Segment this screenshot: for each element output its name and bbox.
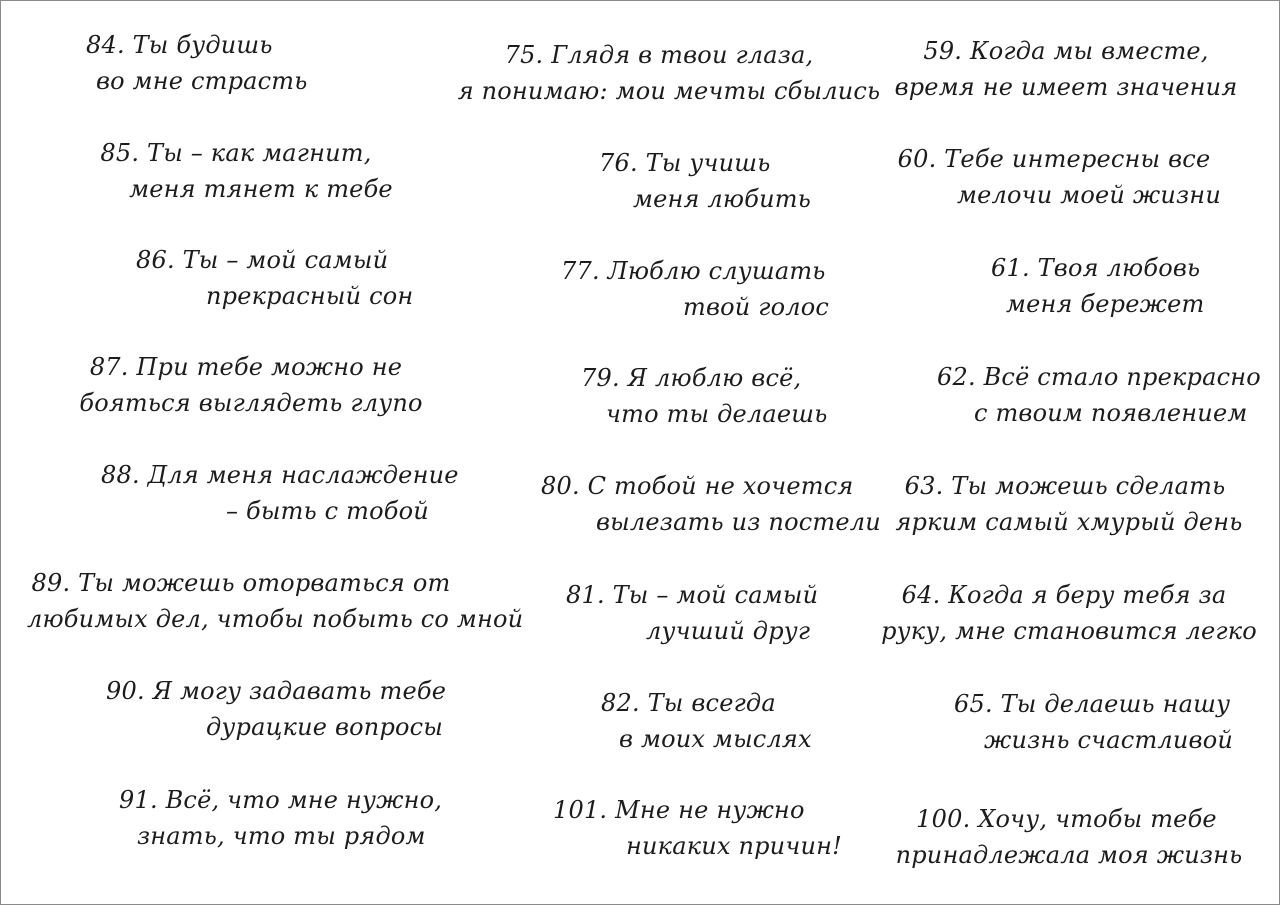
phrase-line-2: дурацкие вопросы [206,713,444,741]
phrase-75 [449,37,889,109]
phrase-100 [849,801,1280,873]
phrase-line-1: 62. Всё стало прекрасно [937,363,1261,391]
phrase-88 [31,457,471,529]
phrase-line-1: 77. Люблю слушать [561,257,826,285]
phrase-line-2: время не имеет значения [894,73,1238,101]
phrase-line-1: 90. Я могу задавать тебе [106,677,447,705]
phrase-77 [471,253,911,325]
phrase-line-1: 75. Глядя в твои глаза, [504,41,814,69]
phrase-90 [31,673,471,745]
phrase-line-2: меня бережет [1006,290,1205,318]
phrase-line-2: прекрасный сон [206,282,414,310]
phrase-line-1: 59. Когда мы вместе, [923,37,1209,65]
phrase-60 [849,141,1280,213]
phrase-line-2: твой голос [683,293,830,321]
phrase-63 [849,468,1280,540]
phrase-79 [471,360,911,432]
phrase-line-2: руку, мне становится легко [881,617,1257,645]
phrase-line-2: – быть с тобой [226,497,429,525]
phrase-line-2: в моих мыслях [619,725,812,753]
phrase-line-1: 100. Хочу, чтобы тебе [916,805,1217,833]
phrase-76 [471,145,911,217]
phrase-line-2: никаких причин! [626,832,842,860]
phrase-101 [471,792,911,864]
phrase-line-2: принадлежала моя жизнь [895,841,1243,869]
phrase-line-1: 60. Тебе интересны все [897,145,1211,173]
phrase-line-1: 91. Всё, что мне нужно, [119,786,443,814]
phrase-line-2: жизнь счастливой [984,726,1234,754]
phrase-64 [849,577,1280,649]
phrase-line-1: 65. Ты делаешь нашу [954,690,1231,718]
phrase-line-1: 64. Когда я беру тебя за [901,581,1227,609]
phrase-line-1: 63. Ты можешь сделать [904,472,1226,500]
phrase-line-2: я понимаю: мои мечты сбылись [457,77,881,105]
phrase-86 [31,242,471,314]
phrase-line-2: меня любить [633,185,811,213]
phrase-61 [851,250,1280,322]
phrase-line-1: 80. С тобой не хочется [541,472,854,500]
phrase-line-1: 88. Для меня наслаждение [101,461,459,489]
phrase-59 [846,33,1280,105]
phrase-line-1: 86. Ты – мой самый [136,246,389,274]
phrase-82 [471,685,911,757]
phrase-line-1: 76. Ты учишь [599,149,771,177]
phrase-line-1: 61. Твоя любовь [991,254,1201,282]
phrase-line-2: лучший друг [646,617,811,645]
phrase-line-2: любимых дел, чтобы побыть со мной [27,605,524,633]
phrase-line-2: во мне страсть [96,67,308,95]
phrase-line-2: мелочи моей жизни [957,181,1221,209]
phrase-62 [849,359,1280,431]
phrase-line-2: меня тянет к тебе [129,175,393,203]
phrase-81 [471,577,911,649]
phrase-89 [27,565,524,637]
phrase-65 [849,686,1280,758]
phrase-85 [31,135,471,207]
phrase-line-1: 79. Я люблю всё, [581,364,802,392]
phrase-line-1: 82. Ты всегда [601,689,776,717]
phrase-line-2: с твоим появлением [974,399,1248,427]
phrase-line-1: 85. Ты – как магнит, [100,139,372,167]
phrase-line-2: вылезать из постели [596,508,881,536]
phrase-line-1: 89. Ты можешь оторваться от [31,569,451,597]
phrase-84 [26,27,466,99]
phrase-line-1: 84. Ты будишь [86,31,273,59]
phrase-line-2: бояться выглядеть глупо [79,389,423,417]
phrase-91 [31,782,471,854]
phrase-line-2: ярким самый хмурый день [895,508,1243,536]
phrase-line-2: знать, что ты рядом [137,822,426,850]
phrase-line-2: что ты делаешь [606,400,828,428]
phrase-87 [31,349,471,421]
phrase-line-1: 87. При тебе можно не [89,353,403,381]
phrase-line-1: 101. Мне не нужно [553,796,805,824]
phrase-80 [471,468,911,540]
phrase-line-1: 81. Ты – мой самый [566,581,819,609]
